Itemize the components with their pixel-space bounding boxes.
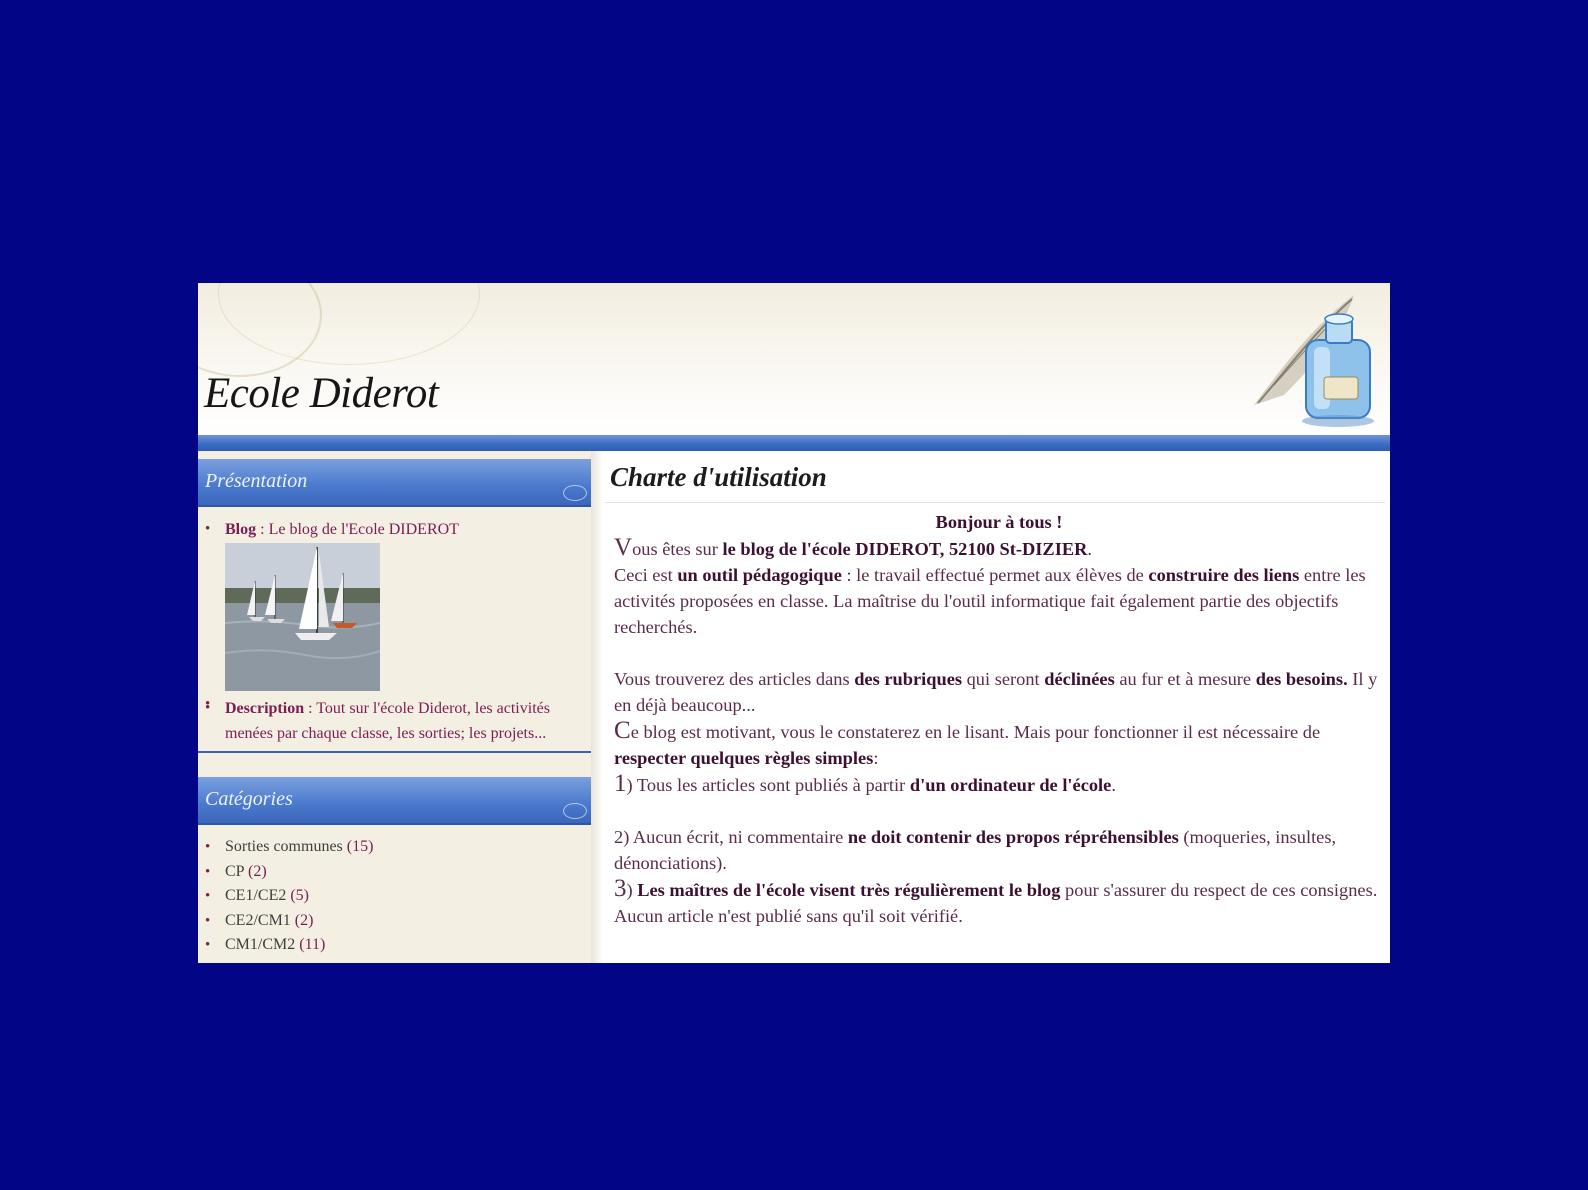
text: : le travail effectué permet aux élèves de: [841, 565, 1149, 585]
category-name[interactable]: CP: [225, 862, 244, 880]
text: .: [1087, 539, 1093, 559]
bold-text: des rubriques: [854, 669, 963, 689]
category-item[interactable]: [198, 860, 591, 885]
text: 2) Aucun écrit, ni commentaire: [614, 827, 848, 847]
bold-text: le blog de l'école DIDEROT, 52100 St-DIZIER: [722, 539, 1088, 559]
rule-number: 1: [614, 770, 627, 797]
presentation-list: [198, 517, 591, 746]
list-item: [198, 517, 591, 691]
bold-text: d'un ordinateur de l'école: [909, 775, 1112, 795]
text: Il y en déjà beaucoup...: [614, 669, 1378, 715]
text: ): [626, 880, 638, 900]
category-count: (2): [247, 862, 267, 880]
description-text: : Tout sur l'école Diderot, les activités menées par chaque classe, les sorties; les projets...: [225, 700, 550, 742]
sidebar: [198, 451, 591, 963]
blog-screenshot: [198, 283, 1390, 963]
category-item[interactable]: [198, 909, 591, 934]
article-body: [614, 509, 1384, 929]
page-title[interactable]: Charte d'utilisation: [610, 462, 827, 492]
inkwell-feather-icon: [1244, 285, 1384, 435]
rule-1: [614, 771, 1384, 798]
paragraph: [614, 535, 1384, 562]
description-label[interactable]: Description: [225, 700, 305, 717]
title-divider: [605, 502, 1385, 503]
text: pour s'assurer du respect de ces consignes. Aucun article n'est publié sans qu'il soit vérifié.: [614, 880, 1378, 926]
header-band: [198, 435, 1390, 451]
text: qui seront: [962, 669, 1045, 689]
presentation-heading: Présentation: [205, 470, 308, 492]
presentation-heading-bar: [198, 459, 591, 507]
text: au fur et à mesure: [1114, 669, 1256, 689]
greeting: Bonjour à tous !: [935, 512, 1063, 532]
main-content: [591, 451, 1390, 963]
text: e blog est motivant, vous le constaterez en le lisant. Mais pour fonctionner il est nécessaire de: [630, 722, 1321, 742]
category-item[interactable]: [198, 835, 591, 860]
text: entre les activités proposées en classe. La maîtrise du l'outil informatique fait également partie des objectifs recherchés.: [614, 565, 1366, 637]
drop-initial: V: [614, 534, 633, 561]
category-name[interactable]: CM1/CM2: [225, 936, 296, 953]
category-item[interactable]: [198, 884, 591, 909]
category-count: (5): [290, 887, 309, 904]
blog-link[interactable]: Blog: [225, 521, 257, 538]
drop-initial: C: [614, 717, 631, 744]
paragraph: [614, 666, 1384, 718]
rule-number: 3: [614, 875, 627, 902]
bold-text: respecter quelques règles simples: [614, 748, 874, 768]
site-header: [198, 283, 1390, 435]
spacer: [614, 640, 1384, 666]
panel-divider: [198, 751, 591, 753]
text: .: [1111, 775, 1116, 795]
heading-curl: [563, 485, 587, 501]
paragraph: [614, 562, 1384, 640]
rule-2: [614, 824, 1384, 876]
rule-3: [614, 876, 1384, 929]
categories-heading-bar: [198, 777, 591, 825]
category-name[interactable]: CE1/CE2: [225, 887, 287, 904]
text: ) Tous les articles sont publiés à partir: [626, 775, 910, 795]
text: :: [873, 748, 879, 768]
category-count: (11): [299, 936, 326, 953]
category-item[interactable]: [198, 933, 591, 958]
heading-curl: [563, 803, 587, 819]
spacer: [614, 798, 1384, 824]
bold-text: un outil pédagogique: [677, 565, 842, 585]
category-name[interactable]: Sorties communes: [225, 838, 343, 855]
list-item: [198, 696, 591, 746]
category-count: (15): [346, 838, 374, 855]
categories-heading: Catégories: [205, 788, 293, 810]
sailboats-photo[interactable]: [225, 543, 380, 691]
text: ous êtes sur: [632, 539, 723, 559]
bold-text: construire des liens: [1148, 565, 1300, 585]
text: Vous trouverez des articles dans: [614, 669, 855, 689]
categories-list: [198, 835, 591, 958]
paragraph: [614, 718, 1384, 771]
bold-text: déclinées: [1044, 669, 1115, 689]
text: (moqueries, insultes, dénonciations).: [614, 827, 1337, 873]
content-edge: [591, 451, 603, 963]
bold-text: Les maîtres de l'école visent très régulièrement le blog: [637, 880, 1061, 900]
bold-text: des besoins.: [1255, 669, 1348, 689]
blog-text: : Le blog de l'Ecole DIDEROT: [256, 521, 459, 538]
site-title[interactable]: Ecole Diderot: [204, 370, 439, 417]
bold-text: ne doit contenir des propos répréhensibles: [847, 827, 1179, 847]
category-count: (2): [294, 911, 314, 929]
category-name[interactable]: CE2/CM1: [225, 911, 291, 929]
text: Ceci est: [614, 565, 678, 585]
